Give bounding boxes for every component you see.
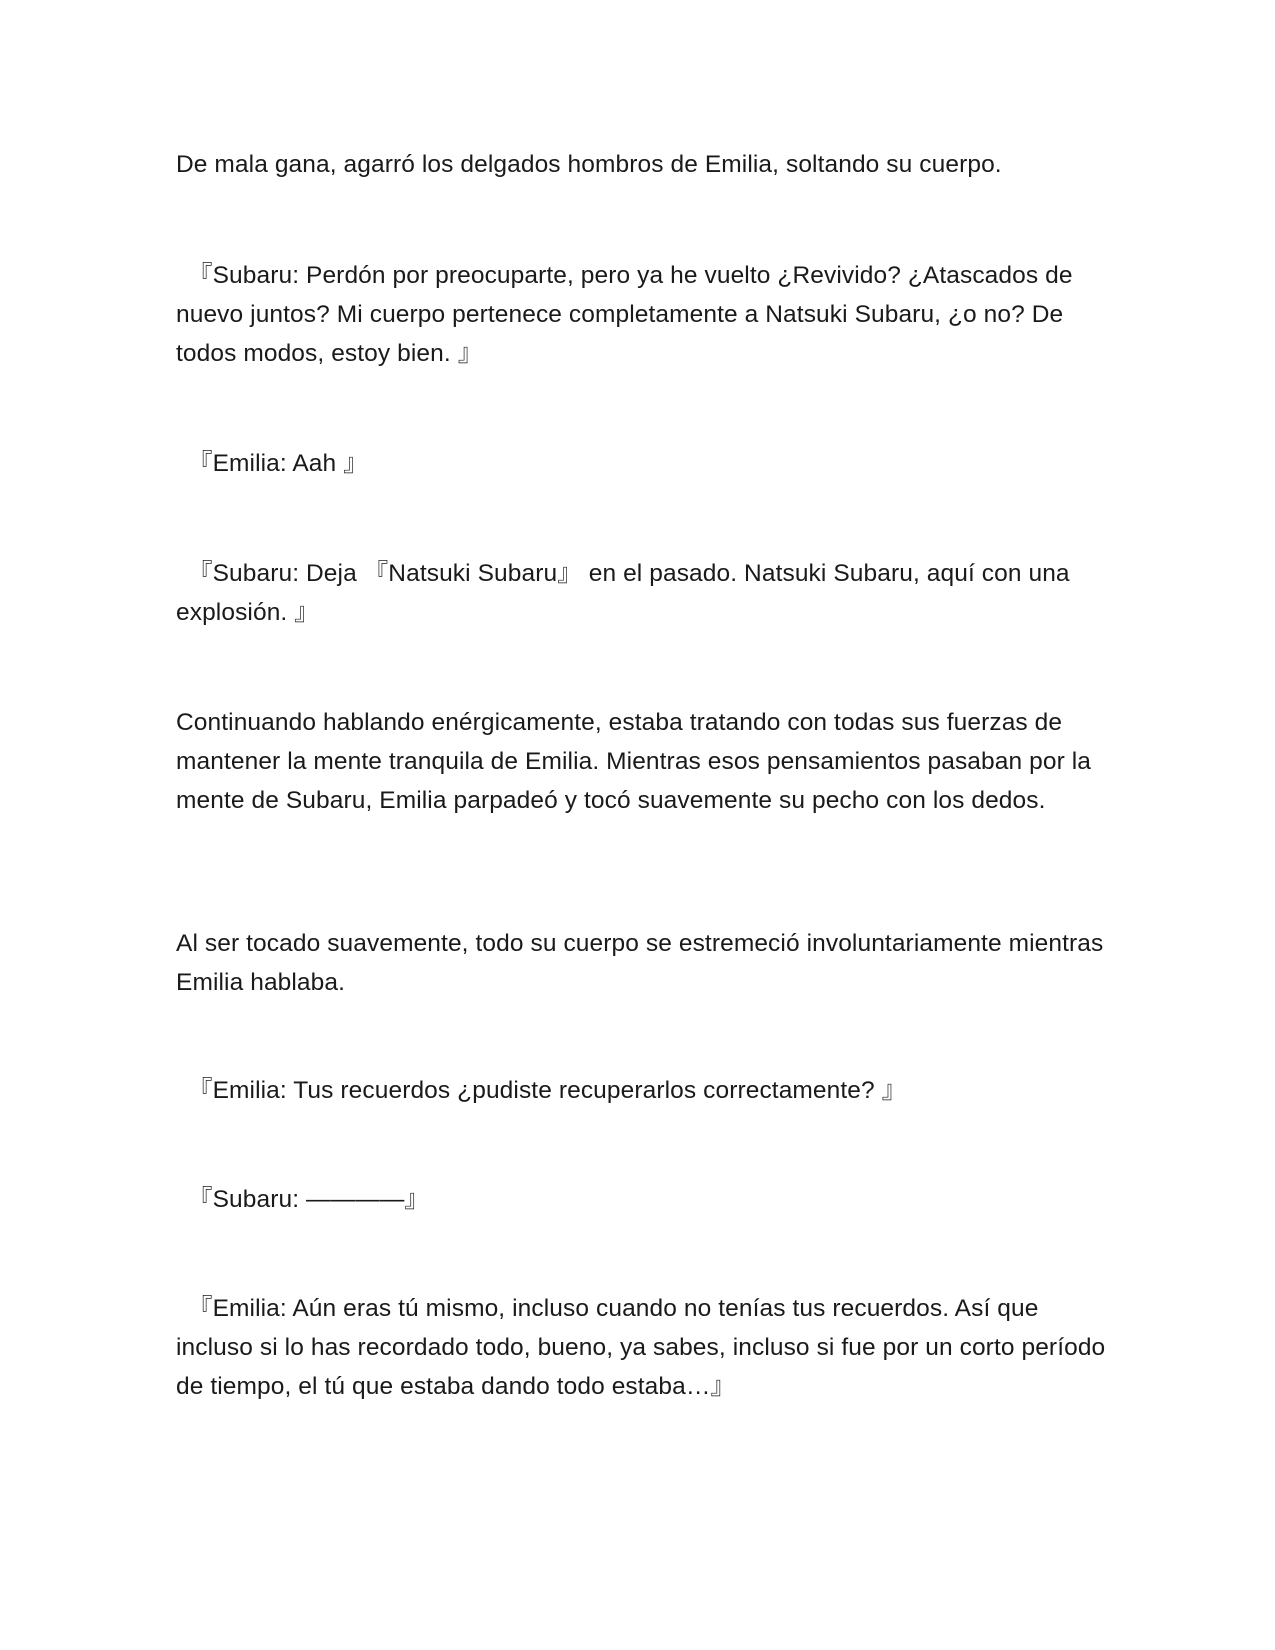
paragraph-dialogue-emilia-2: 『Emilia: Tus recuerdos ¿pudiste recuperarlos correctamente? 』	[188, 1077, 907, 1104]
paragraph-narration-2: Continuando hablando enérgicamente, estaba tratando con todas sus fuerzas de mantener la mente tranquila de Emilia. Mientras esos pensamientos pasaban por la mente de Subaru, Emilia parpadeó y tocó suavemente su pecho con los dedos.	[176, 709, 1092, 814]
paragraph-dialogue-subaru-1: 『Subaru: Perdón por preocuparte, pero ya he vuelto ¿Revivido? ¿Atascados de nuevo juntos? Mi cuerpo pertenece completamente a Natsuki Subaru, ¿o no? De todos modos, estoy bien. 』	[176, 262, 1073, 367]
paragraph-dialogue-emilia-1: 『Emilia: Aah 』	[188, 450, 368, 477]
paragraph-dialogue-emilia-3: 『Emilia: Aún eras tú mismo, incluso cuando no tenías tus recuerdos. Así que incluso si lo has recordado todo, bueno, ya sabes, incluso si fue por un corto período de tiempo, el tú que estaba dando todo estaba…』	[176, 1295, 1106, 1400]
paragraph-dialogue-subaru-3: 『Subaru: ————』	[188, 1186, 430, 1213]
paragraph-narration-3: Al ser tocado suavemente, todo su cuerpo se estremeció involuntariamente mientras Emilia hablaba.	[176, 930, 1104, 996]
paragraph-narration-1: De mala gana, agarró los delgados hombros de Emilia, soltando su cuerpo.	[176, 151, 1002, 178]
paragraph-dialogue-subaru-2: 『Subaru: Deja 『Natsuki Subaru』 en el pasado. Natsuki Subaru, aquí con una explosión. 』	[176, 560, 1070, 626]
